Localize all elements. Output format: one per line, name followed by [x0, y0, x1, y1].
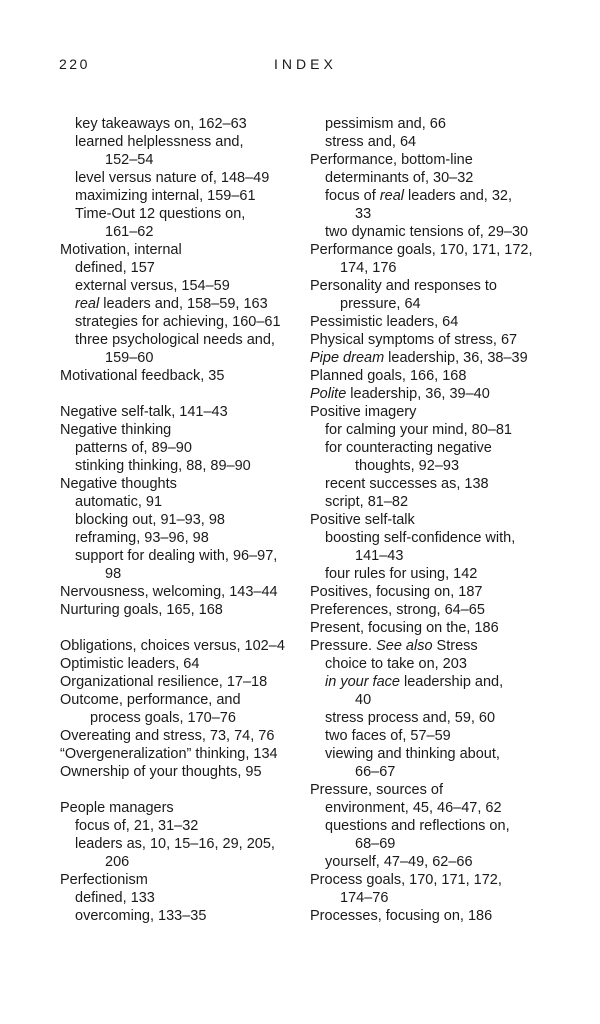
index-subentry [310, 817, 550, 835]
index-main-entry [60, 241, 300, 259]
entry-text: leaders and, 32, [404, 188, 513, 204]
entry-text: overcoming, 133–35 [75, 908, 207, 924]
entry-text: two dynamic tensions of, 29–30 [325, 224, 529, 240]
index-subentry [60, 493, 300, 511]
entry-text: Ownership of your thoughts, 95 [60, 764, 262, 780]
index-main-entry [310, 619, 550, 637]
entry-text: 98 [105, 566, 122, 582]
entry-text: 152–54 [105, 152, 154, 168]
index-main-entry [310, 151, 550, 169]
entry-text: 141–43 [355, 548, 404, 564]
index-subentry [310, 421, 550, 439]
entry-text: Stress [432, 638, 478, 654]
entry-text: learned helplessness and, [75, 134, 244, 150]
index-subentry [60, 277, 300, 295]
entry-text: choice to take on, 203 [325, 656, 467, 672]
entry-text: script, 81–82 [325, 494, 409, 510]
entry-text: recent successes as, 138 [325, 476, 489, 492]
index-subentry [60, 709, 300, 727]
entry-text: questions and reflections on, [325, 818, 510, 834]
index-subentry [310, 727, 550, 745]
entry-text: Negative thoughts [60, 476, 177, 492]
index-subentry [310, 799, 550, 817]
entry-text: focus of, 21, 31–32 [75, 818, 199, 834]
index-main-entry [60, 403, 300, 421]
index-subentry [310, 745, 550, 763]
index-subentry [60, 295, 300, 313]
index-subentry [60, 313, 300, 331]
entry-text: Negative self-talk, 141–43 [60, 404, 228, 420]
index-main-entry [310, 277, 550, 295]
entry-text: Present, focusing on the, 186 [310, 620, 499, 636]
index-main-entry [310, 331, 550, 349]
entry-text: Positives, focusing on, 187 [310, 584, 483, 600]
index-main-entry [310, 871, 550, 889]
index-main-entry [60, 691, 300, 709]
entry-text: leadership, 36, 39–40 [346, 386, 490, 402]
index-subentry [310, 763, 550, 781]
entry-text: blocking out, 91–93, 98 [75, 512, 225, 528]
entry-text: Pessimistic leaders, 64 [310, 314, 459, 330]
entry-text: Performance, bottom-line [310, 152, 473, 168]
entry-text: 159–60 [105, 350, 154, 366]
index-subentry [310, 439, 550, 457]
entry-text: support for dealing with, 96–97, [75, 548, 278, 564]
index-main-entry [60, 745, 300, 763]
index-main-entry [310, 349, 550, 367]
index-main-entry [60, 601, 300, 619]
index-subentry [310, 475, 550, 493]
index-subentry [60, 349, 300, 367]
section-spacer [60, 781, 300, 799]
index-main-entry [310, 241, 550, 259]
entry-emphasis: real [75, 296, 100, 312]
entry-text: four rules for using, 142 [325, 566, 478, 582]
entry-text: Time-Out 12 questions on, [75, 206, 246, 222]
index-subentry [60, 511, 300, 529]
index-subentry [60, 259, 300, 277]
index-main-entry [60, 799, 300, 817]
entry-text: stress process and, 59, 60 [325, 710, 496, 726]
entry-text: environment, 45, 46–47, 62 [325, 800, 502, 816]
entry-text: Process goals, 170, 171, 172, [310, 872, 502, 888]
entry-text: three psychological needs and, [75, 332, 275, 348]
index-subentry [60, 187, 300, 205]
index-main-entry [60, 367, 300, 385]
entry-text: People managers [60, 800, 174, 816]
index-main-entry [60, 637, 300, 655]
index-subentry [60, 853, 300, 871]
entry-text: 40 [355, 692, 372, 708]
entry-text: process goals, 170–76 [90, 710, 236, 726]
entry-text: patterns of, 89–90 [75, 440, 192, 456]
index-subentry [310, 565, 550, 583]
entry-text: Positive self-talk [310, 512, 415, 528]
entry-text: Personality and responses to [310, 278, 497, 294]
index-column-left [60, 115, 300, 925]
index-subentry [310, 547, 550, 565]
entry-text: Nurturing goals, 165, 168 [60, 602, 223, 618]
index-subentry [310, 673, 550, 691]
index-main-entry [310, 601, 550, 619]
index-subentry [310, 655, 550, 673]
index-subentry [310, 115, 550, 133]
entry-text: 68–69 [355, 836, 396, 852]
entry-text: Preferences, strong, 64–65 [310, 602, 485, 618]
running-head: INDEX [274, 56, 337, 72]
entry-text: 174, 176 [340, 260, 397, 276]
index-subentry [310, 259, 550, 277]
entry-text: Physical symptoms of stress, 67 [310, 332, 518, 348]
entry-text: defined, 157 [75, 260, 155, 276]
entry-text: Overeating and stress, 73, 74, 76 [60, 728, 275, 744]
index-subentry [310, 223, 550, 241]
index-subentry [60, 169, 300, 187]
index-main-entry [310, 637, 550, 655]
entry-text: external versus, 154–59 [75, 278, 230, 294]
entry-text: leadership and, [399, 674, 504, 690]
entry-text-prefix: focus of [325, 188, 380, 204]
index-subentry [60, 817, 300, 835]
index-subentry [60, 133, 300, 151]
page-number: 220 [59, 56, 90, 72]
index-main-entry [310, 583, 550, 601]
index-subentry [60, 565, 300, 583]
entry-text: Motivation, internal [60, 242, 182, 258]
entry-text: automatic, 91 [75, 494, 163, 510]
index-subentry [60, 457, 300, 475]
index-main-entry [310, 385, 550, 403]
entry-text: 206 [105, 854, 130, 870]
entry-text: Organizational resilience, 17–18 [60, 674, 268, 690]
index-main-entry [60, 421, 300, 439]
section-spacer [60, 619, 300, 637]
entry-text: 33 [355, 206, 372, 222]
index-main-entry [60, 763, 300, 781]
entry-text: Positive imagery [310, 404, 417, 420]
index-main-entry [310, 511, 550, 529]
entry-text: Pressure, sources of [310, 782, 443, 798]
entry-text: strategies for achieving, 160–61 [75, 314, 281, 330]
entry-text: reframing, 93–96, 98 [75, 530, 209, 546]
entry-text: leadership, 36, 38–39 [384, 350, 528, 366]
entry-text: maximizing internal, 159–61 [75, 188, 256, 204]
index-main-entry [60, 727, 300, 745]
index-subentry [60, 907, 300, 925]
entry-text: yourself, 47–49, 62–66 [325, 854, 473, 870]
entry-text: Obligations, choices versus, 102–4 [60, 638, 285, 654]
index-subentry [60, 331, 300, 349]
entry-text: two faces of, 57–59 [325, 728, 451, 744]
entry-text: Nervousness, welcoming, 143–44 [60, 584, 278, 600]
entry-text: stress and, 64 [325, 134, 417, 150]
entry-text: Negative thinking [60, 422, 172, 438]
entry-text: Processes, focusing on, 186 [310, 908, 493, 924]
index-subentry [310, 709, 550, 727]
entry-text: for counteracting negative [325, 440, 492, 456]
entry-text: boosting self-confidence with, [325, 530, 516, 546]
index-subentry [60, 547, 300, 565]
index-subentry [60, 115, 300, 133]
page-header [59, 56, 540, 76]
index-subentry [310, 889, 550, 907]
entry-text: pessimism and, 66 [325, 116, 446, 132]
index-main-entry [60, 871, 300, 889]
entry-text: determinants of, 30–32 [325, 170, 474, 186]
entry-text: 174–76 [340, 890, 389, 906]
index-subentry [60, 439, 300, 457]
entry-text: thoughts, 92–93 [355, 458, 460, 474]
index-subentry [60, 529, 300, 547]
index-main-entry [310, 781, 550, 799]
index-subentry [310, 187, 550, 205]
section-spacer [60, 385, 300, 403]
index-subentry [310, 169, 550, 187]
entry-text: key takeaways on, 162–63 [75, 116, 247, 132]
entry-text: Outcome, performance, and [60, 692, 241, 708]
index-subentry [310, 205, 550, 223]
entry-text: “Overgeneralization” thinking, 134 [60, 746, 278, 762]
entry-emphasis: See also [376, 638, 433, 654]
index-subentry [60, 223, 300, 241]
index-main-entry [310, 403, 550, 421]
entry-emphasis: Polite [310, 386, 347, 402]
entry-text: Performance goals, 170, 171, 172, [310, 242, 533, 258]
index-subentry [310, 691, 550, 709]
entry-emphasis: real [379, 188, 404, 204]
entry-text: Optimistic leaders, 64 [60, 656, 200, 672]
entry-text: viewing and thinking about, [325, 746, 500, 762]
entry-text: 161–62 [105, 224, 154, 240]
index-subentry [310, 295, 550, 313]
entry-text: Motivational feedback, 35 [60, 368, 225, 384]
entry-text-prefix: Pressure. [310, 638, 377, 654]
entry-text: Planned goals, 166, 168 [310, 368, 467, 384]
entry-text: defined, 133 [75, 890, 155, 906]
index-subentry [310, 853, 550, 871]
index-subentry [310, 493, 550, 511]
index-subentry [60, 151, 300, 169]
index-subentry [60, 205, 300, 223]
index-main-entry [60, 583, 300, 601]
index-main-entry [60, 655, 300, 673]
entry-text: for calming your mind, 80–81 [325, 422, 512, 438]
entry-emphasis: in your face [325, 674, 400, 690]
index-subentry [60, 889, 300, 907]
index-subentry [310, 835, 550, 853]
index-main-entry [60, 673, 300, 691]
entry-text: level versus nature of, 148–49 [75, 170, 270, 186]
index-main-entry [310, 907, 550, 925]
entry-text: stinking thinking, 88, 89–90 [75, 458, 251, 474]
index-column-right [310, 115, 550, 925]
entry-text: 66–67 [355, 764, 396, 780]
index-subentry [310, 529, 550, 547]
index-subentry [310, 457, 550, 475]
index-main-entry [310, 367, 550, 385]
index-subentry [60, 835, 300, 853]
entry-text: leaders as, 10, 15–16, 29, 205, [75, 836, 275, 852]
index-subentry [310, 133, 550, 151]
entry-text: leaders and, 158–59, 163 [99, 296, 268, 312]
index-main-entry [60, 475, 300, 493]
entry-emphasis: Pipe dream [310, 350, 385, 366]
entry-text: pressure, 64 [340, 296, 421, 312]
index-main-entry [310, 313, 550, 331]
entry-text: Perfectionism [60, 872, 148, 888]
